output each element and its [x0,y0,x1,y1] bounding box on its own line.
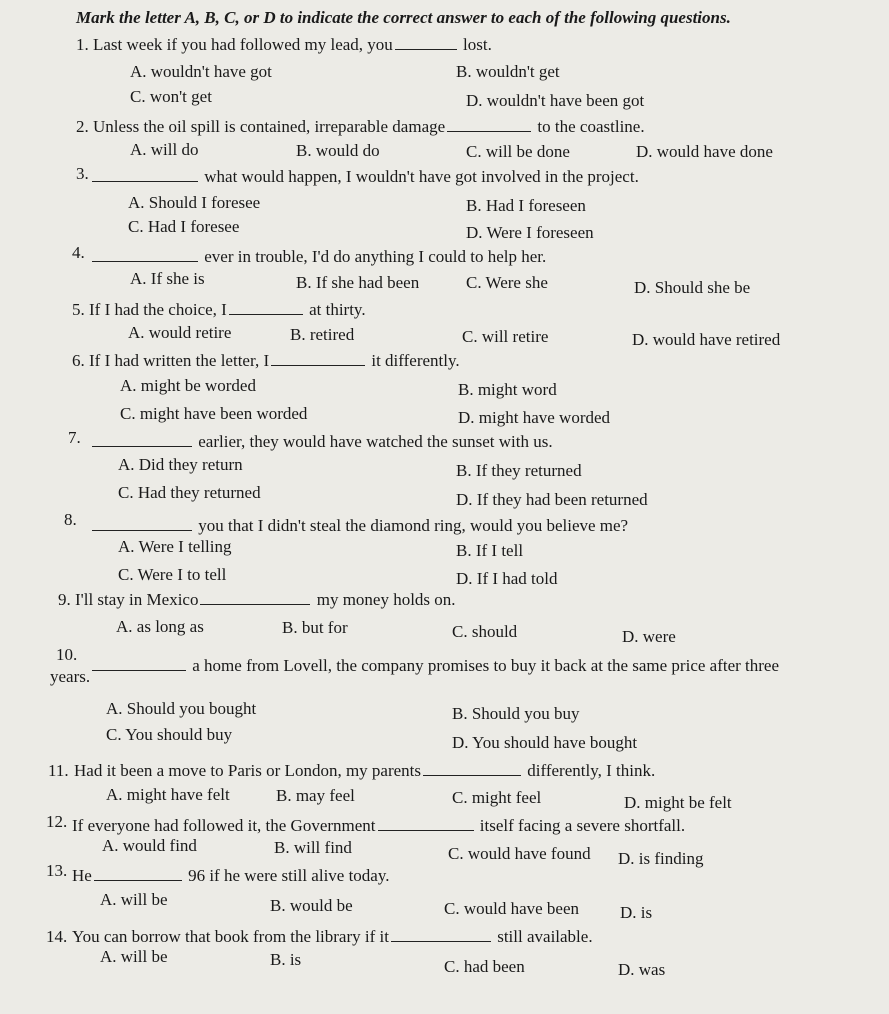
question-9-option-b[interactable]: B. but for [282,618,348,637]
question-2-option-a[interactable]: A. will do [130,140,199,159]
question-12-text-before: If everyone had followed it, the Government [72,816,376,835]
question-12-option-a[interactable]: A. would find [102,836,197,855]
question-1-text-after: lost. [458,35,492,54]
question-14-option-c[interactable]: C. had been [444,957,525,976]
question-5-stem [89,300,366,320]
question-2-text-after: to the coastline. [533,117,645,136]
question-10-text-after: a home from Lovell, the company promises to buy it back at the same price after three [188,656,780,675]
question-1-text-before: Last week if you had followed my lead, you [93,35,393,54]
question-13-option-b[interactable]: B. would be [270,896,353,915]
question-5-option-c[interactable]: C. will retire [462,327,549,346]
question-8-text-after: you that I didn't steal the diamond ring, would you believe me? [194,516,629,535]
question-11-option-b[interactable]: B. may feel [276,786,355,805]
question-12-number: 12. [46,812,68,831]
question-11-option-c[interactable]: C. might feel [452,788,542,807]
question-5-text-before: If I had the choice, I [89,300,227,319]
question-7-stem [90,432,553,452]
question-2-option-b[interactable]: B. would do [296,141,380,160]
question-3-number: 3. [76,164,89,183]
question-5-option-b[interactable]: B. retired [290,325,355,344]
question-10-option-b[interactable]: B. Should you buy [452,704,580,723]
question-8-option-a[interactable]: A. Were I telling [118,537,232,556]
question-6-text-before: If I had written the letter, I [89,351,270,370]
question-8-option-c[interactable]: C. Were I to tell [118,565,227,584]
question-10-option-a[interactable]: A. Should you bought [106,699,257,718]
question-14-option-a[interactable]: A. will be [100,947,168,966]
question-12-text-after: itself facing a severe shortfall. [475,816,686,835]
question-2-number: 2. [76,117,89,136]
question-2-stem [93,117,645,137]
question-1-option-d[interactable]: D. wouldn't have been got [466,91,645,110]
question-3-option-d[interactable]: D. Were I foreseen [466,223,594,242]
question-2-option-d[interactable]: D. would have done [636,142,773,161]
question-1-answer-blank[interactable] [395,35,457,50]
question-5-number: 5. [72,300,85,319]
question-11-number: 11. [48,761,69,780]
question-8-number: 8. [64,510,77,529]
question-6-option-d[interactable]: D. might have worded [458,408,611,427]
question-1-option-b[interactable]: B. wouldn't get [456,62,560,81]
question-12-option-d[interactable]: D. is finding [618,849,704,868]
question-11-text-after: differently, I think. [523,761,656,780]
question-14-stem [72,927,593,947]
question-9-option-d[interactable]: D. were [622,627,676,646]
question-9-text-after: my money holds on. [312,590,456,609]
question-13-option-d[interactable]: D. is [620,903,653,922]
question-3-stem [90,167,639,187]
question-6-answer-blank[interactable] [271,351,365,366]
question-1-option-c[interactable]: C. won't get [130,87,212,106]
question-6-option-c[interactable]: C. might have been worded [120,404,308,423]
question-1-stem [93,35,492,55]
question-12-answer-blank[interactable] [378,816,474,831]
question-14-text-after: still available. [492,927,593,946]
question-11-answer-blank[interactable] [423,761,521,776]
question-10-option-c[interactable]: C. You should buy [106,725,233,744]
question-6-number: 6. [72,351,85,370]
question-12-option-c[interactable]: C. would have found [448,844,591,863]
question-4-option-a[interactable]: A. If she is [130,269,205,288]
question-5-text-after: at thirty. [304,300,366,319]
question-13-number: 13. [46,861,68,880]
question-4-answer-blank[interactable] [92,247,198,262]
question-5-option-d[interactable]: D. would have retired [632,330,781,349]
question-8-answer-blank[interactable] [92,516,192,531]
question-3-option-c[interactable]: C. Had I foresee [128,217,240,236]
question-6-option-b[interactable]: B. might word [458,380,557,399]
question-13-text-after: 96 if he were still alive today. [183,866,390,885]
question-9-number: 9. [58,590,71,609]
question-8-option-d[interactable]: D. If I had told [456,569,558,588]
question-14-number: 14. [46,927,68,946]
question-7-option-a[interactable]: A. Did they return [118,455,243,474]
question-4-number: 4. [72,243,85,262]
question-7-answer-blank[interactable] [92,432,192,447]
question-11-option-a[interactable]: A. might have felt [106,785,230,804]
question-11-text-before: Had it been a move to Paris or London, my parents [74,761,422,780]
question-14-option-d[interactable]: D. was [618,960,666,979]
question-11-stem [74,761,655,781]
question-10-number: 10. [56,645,78,664]
question-4-option-b[interactable]: B. If she had been [296,273,420,292]
question-10-stem [90,656,779,676]
question-4-option-c[interactable]: C. Were she [466,273,548,292]
question-6-option-a[interactable]: A. might be worded [120,376,256,395]
question-4-option-d[interactable]: D. Should she be [634,278,751,297]
question-12-option-b[interactable]: B. will find [274,838,352,857]
question-9-option-c[interactable]: C. should [452,622,518,641]
question-1-option-a[interactable]: A. wouldn't have got [130,62,272,81]
question-2-option-c[interactable]: C. will be done [466,142,570,161]
question-11-option-d[interactable]: D. might be felt [624,793,732,812]
question-7-option-d[interactable]: D. If they had been returned [456,490,648,509]
question-9-text-before: I'll stay in Mexico [75,590,199,609]
question-3-text-after: what would happen, I wouldn't have got involved in the project. [200,167,639,186]
question-6-stem [89,351,460,371]
question-2-answer-blank[interactable] [447,117,531,132]
question-14-answer-blank[interactable] [391,927,491,942]
question-14-text-before: You can borrow that book from the library if it [72,927,389,946]
question-14-option-b[interactable]: B. is [270,950,302,969]
question-7-option-b[interactable]: B. If they returned [456,461,582,480]
question-12-stem [72,816,685,836]
question-13-option-a[interactable]: A. will be [100,890,168,909]
question-5-option-a[interactable]: A. would retire [128,323,232,342]
question-5-answer-blank[interactable] [229,300,303,315]
question-7-text-after: earlier, they would have watched the sunset with us. [194,432,553,451]
question-8-option-b[interactable]: B. If I tell [456,541,524,560]
question-1-number: 1. [76,35,89,54]
question-13-stem [72,866,390,886]
question-10-continuation: years. [50,667,91,686]
question-6-text-after: it differently. [367,351,460,370]
question-13-option-c[interactable]: C. would have been [444,899,580,918]
question-9-answer-blank[interactable] [200,590,310,605]
question-7-number: 7. [68,428,81,447]
question-9-option-a[interactable]: A. as long as [116,617,204,636]
question-9-stem [75,590,456,610]
question-13-text-before: He [72,866,92,885]
question-13-answer-blank[interactable] [94,866,182,881]
question-2-text-before: Unless the oil spill is contained, irreparable damage [93,117,446,136]
question-3-option-a[interactable]: A. Should I foresee [128,193,261,212]
question-4-text-after: ever in trouble, I'd do anything I could to help her. [200,247,547,266]
question-3-answer-blank[interactable] [92,167,198,182]
question-3-option-b[interactable]: B. Had I foreseen [466,196,586,215]
question-10-answer-blank[interactable] [92,656,186,671]
question-4-stem [90,247,546,267]
question-7-option-c[interactable]: C. Had they returned [118,483,261,502]
question-10-option-d[interactable]: D. You should have bought [452,733,638,752]
instructions-heading: Mark the letter A, B, C, or D to indicate the correct answer to each of the following questions. [76,8,731,27]
question-8-stem [90,516,628,536]
